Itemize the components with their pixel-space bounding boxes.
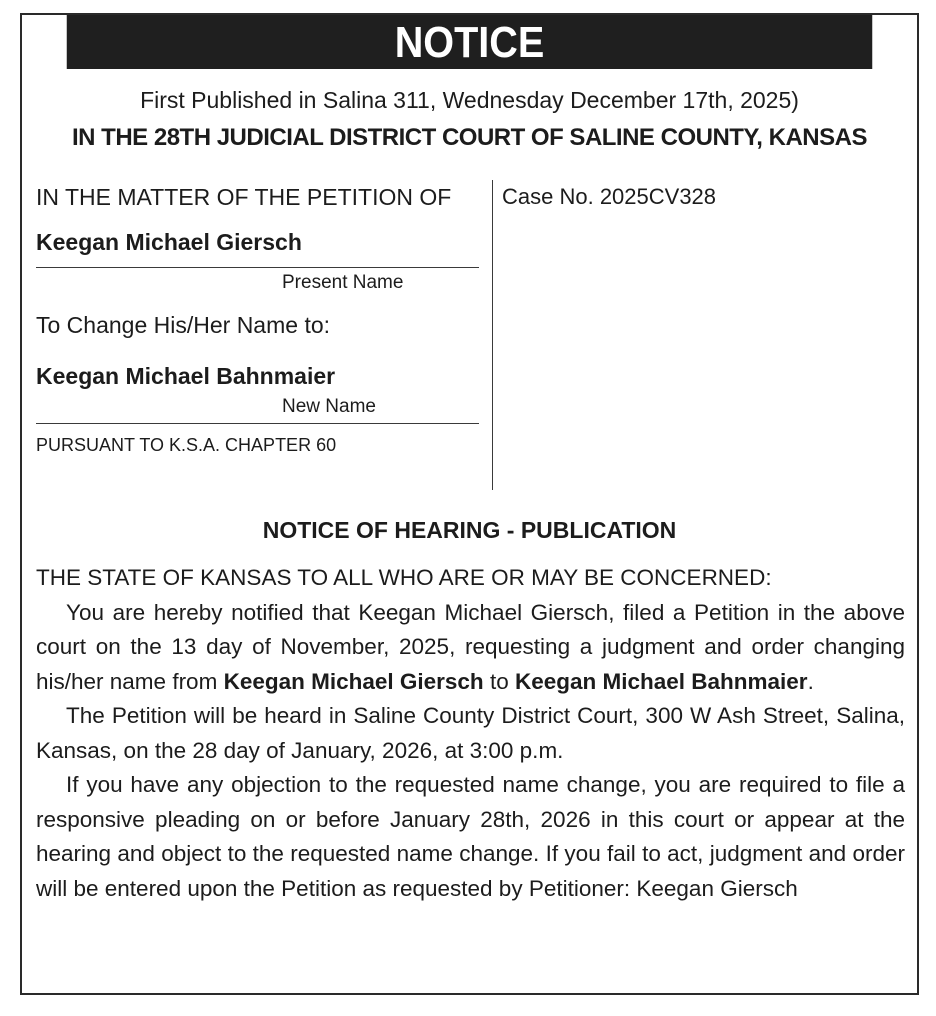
hearing-title: NOTICE OF HEARING - PUBLICATION (262, 517, 677, 543)
paragraph-hearing: The Petition will be heard in Saline County District Court, 300 W Ash Street, Salina, Kansas, on the 28 day of January, 2026, at 3:00 p.m. (36, 703, 905, 763)
change-to-text: To Change His/Her Name to: (36, 312, 331, 338)
new-name: Keegan Michael Bahnmaier (36, 363, 336, 389)
notice-banner: NOTICE (67, 15, 873, 69)
new-name-rule (36, 423, 479, 424)
pursuant-text: PURSUANT TO K.S.A. CHAPTER 60 (36, 435, 337, 455)
notice-body (36, 561, 905, 906)
present-name-rule (36, 267, 479, 268)
publication-line: First Published in Salina 311, Wednesday December 17th, 2025) (140, 87, 799, 113)
paragraph-petition (36, 596, 905, 700)
petition-text: You are hereby notified that Keegan Michael Giersch, filed a Petition in the above court on the 13 day of November, 2025, requesting a judgment and order changing his/her name from (36, 599, 905, 694)
present-name: Keegan Michael Giersch (36, 229, 302, 255)
to-name: Keegan Michael Bahnmaier (514, 668, 808, 694)
new-name-label: New Name (282, 396, 376, 417)
petition-to: to (483, 668, 515, 694)
paragraph-objection: If you have any objection to the requested name change, you are required to file a responsive pleading on or before January 28th, 2026 in this court or appear at the hearing and object to the requested name change. If you fail to act, judgment and order will be entered upon the Petition as requested by Petitioner: Keegan Giersch (36, 772, 905, 901)
present-name-label: Present Name (282, 272, 404, 293)
notice-frame (20, 13, 919, 995)
petition-end: . (807, 668, 814, 694)
address-line: THE STATE OF KANSAS TO ALL WHO ARE OR MAY BE CONCERNED: (36, 565, 772, 590)
case-number: Case No. 2025CV328 (502, 184, 717, 209)
caption-divider (492, 180, 493, 490)
from-name: Keegan Michael Giersch (223, 668, 484, 694)
court-heading: IN THE 28TH JUDICIAL DISTRICT COURT OF SALINE COUNTY, KANSAS (72, 124, 867, 151)
matter-text: IN THE MATTER OF THE PETITION OF (36, 184, 452, 210)
